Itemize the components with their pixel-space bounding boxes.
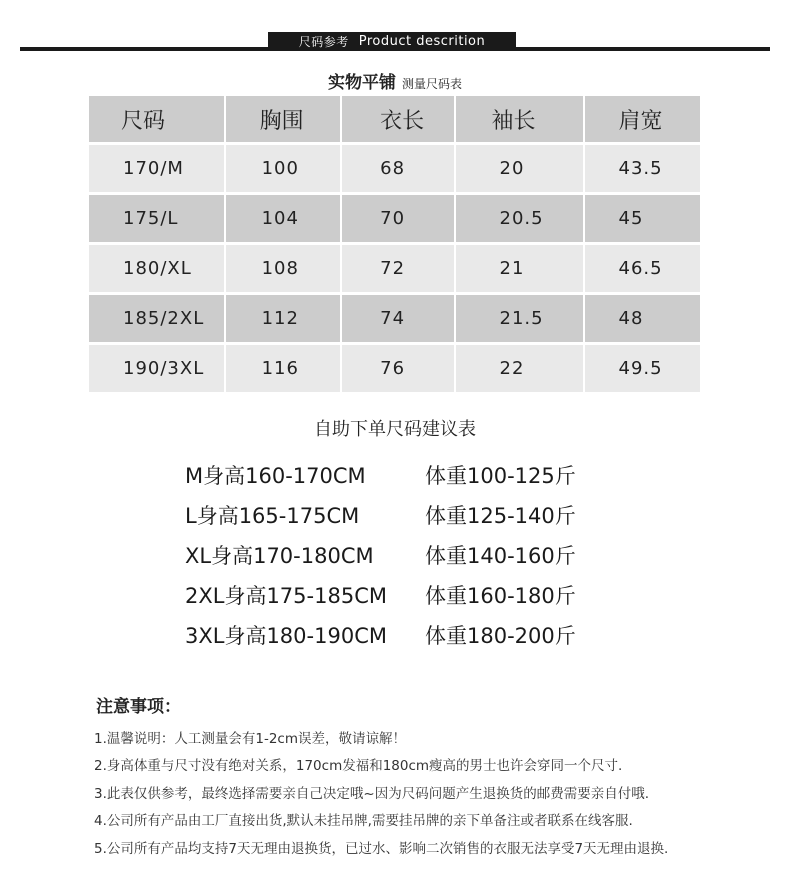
column-header-chest: 胸围: [226, 96, 343, 145]
cell-sleeve: 22: [456, 345, 585, 395]
column-header-size: 尺码: [89, 96, 226, 145]
cell-shoulder: 48: [585, 295, 703, 345]
cell-size: 190/3XL: [89, 345, 226, 395]
table-row: [89, 145, 702, 195]
cell-size: 175/L: [89, 195, 226, 245]
cell-chest: 112: [226, 295, 343, 345]
cell-sleeve: 20.5: [456, 195, 585, 245]
cell-length: 74: [342, 295, 455, 345]
recommend-height: M身高160-170CM: [185, 464, 366, 488]
recommendation-title: 自助下单尺码建议表: [314, 419, 476, 440]
cell-length: 72: [342, 245, 455, 295]
cell-size: 185/2XL: [89, 295, 226, 345]
column-header-length: 衣长: [342, 96, 455, 145]
note-item: 3.此表仅供参考，最终选择需要亲自己决定哦~因为尺码问题产生退换货的邮费需要亲自付哦.: [94, 785, 649, 802]
table-row: [89, 345, 702, 395]
cell-size: 170/M: [89, 145, 226, 195]
size-table-title-main: 实物平铺: [328, 73, 397, 93]
recommend-height: L身高165-175CM: [185, 504, 360, 528]
cell-length: 70: [342, 195, 455, 245]
column-header-shoulder: 肩宽: [585, 96, 703, 145]
notes-title: 注意事项：: [96, 697, 181, 717]
recommend-weight: 体重125-140斤: [425, 504, 576, 528]
note-item: 2.身高体重与尺寸没有绝对关系，170cm发福和180cm瘦高的男士也许会穿同一个尺寸.: [94, 758, 623, 775]
cell-sleeve: 21: [456, 245, 585, 295]
list-item: [185, 495, 605, 535]
list-item: [185, 455, 605, 495]
note-item: 1.温馨说明：人工测量会有1-2cm误差，敬请谅解！: [94, 730, 407, 747]
recommend-height: XL身高170-180CM: [185, 544, 374, 568]
header-title-en: Product descrition: [358, 34, 486, 49]
cell-shoulder: 49.5: [585, 345, 703, 395]
recommend-height: 2XL身高175-185CM: [185, 584, 387, 608]
cell-sleeve: 21.5: [456, 295, 585, 345]
cell-length: 76: [342, 345, 455, 395]
recommendation-list: [185, 455, 605, 655]
list-item: [185, 615, 605, 655]
section-header-tab: [268, 32, 516, 51]
notes-list: [94, 723, 774, 861]
cell-sleeve: 20: [456, 145, 585, 195]
header-title-cn: 尺码参考: [298, 35, 349, 49]
cell-chest: 108: [226, 245, 343, 295]
table-row: [89, 295, 702, 345]
cell-chest: 100: [226, 145, 343, 195]
recommend-weight: 体重100-125斤: [425, 464, 576, 488]
note-item: 4.公司所有产品由工厂直接出货,默认未挂吊牌,需要挂吊牌的亲下单备注或者联系在线客服.: [94, 813, 633, 830]
list-item: [185, 575, 605, 615]
size-table: [89, 96, 702, 395]
size-table-title-sub: 测量尺码表: [401, 77, 462, 91]
table-row: [89, 245, 702, 295]
cell-chest: 116: [226, 345, 343, 395]
cell-shoulder: 46.5: [585, 245, 703, 295]
list-item: [185, 535, 605, 575]
recommend-weight: 体重160-180斤: [425, 584, 576, 608]
recommend-weight: 体重180-200斤: [425, 624, 576, 648]
column-header-sleeve: 袖长: [456, 96, 585, 145]
recommend-height: 3XL身高180-190CM: [185, 624, 387, 648]
size-table-header-row: [89, 96, 702, 145]
cell-chest: 104: [226, 195, 343, 245]
cell-length: 68: [342, 145, 455, 195]
cell-shoulder: 45: [585, 195, 703, 245]
cell-shoulder: 43.5: [585, 145, 703, 195]
recommend-weight: 体重140-160斤: [425, 544, 576, 568]
cell-size: 180/XL: [89, 245, 226, 295]
size-table-title: [0, 68, 790, 93]
note-item: 5.公司所有产品均支持7天无理由退换货，已过水、影响二次销售的衣服无法享受7天无理由退换.: [94, 840, 669, 857]
table-row: [89, 195, 702, 245]
